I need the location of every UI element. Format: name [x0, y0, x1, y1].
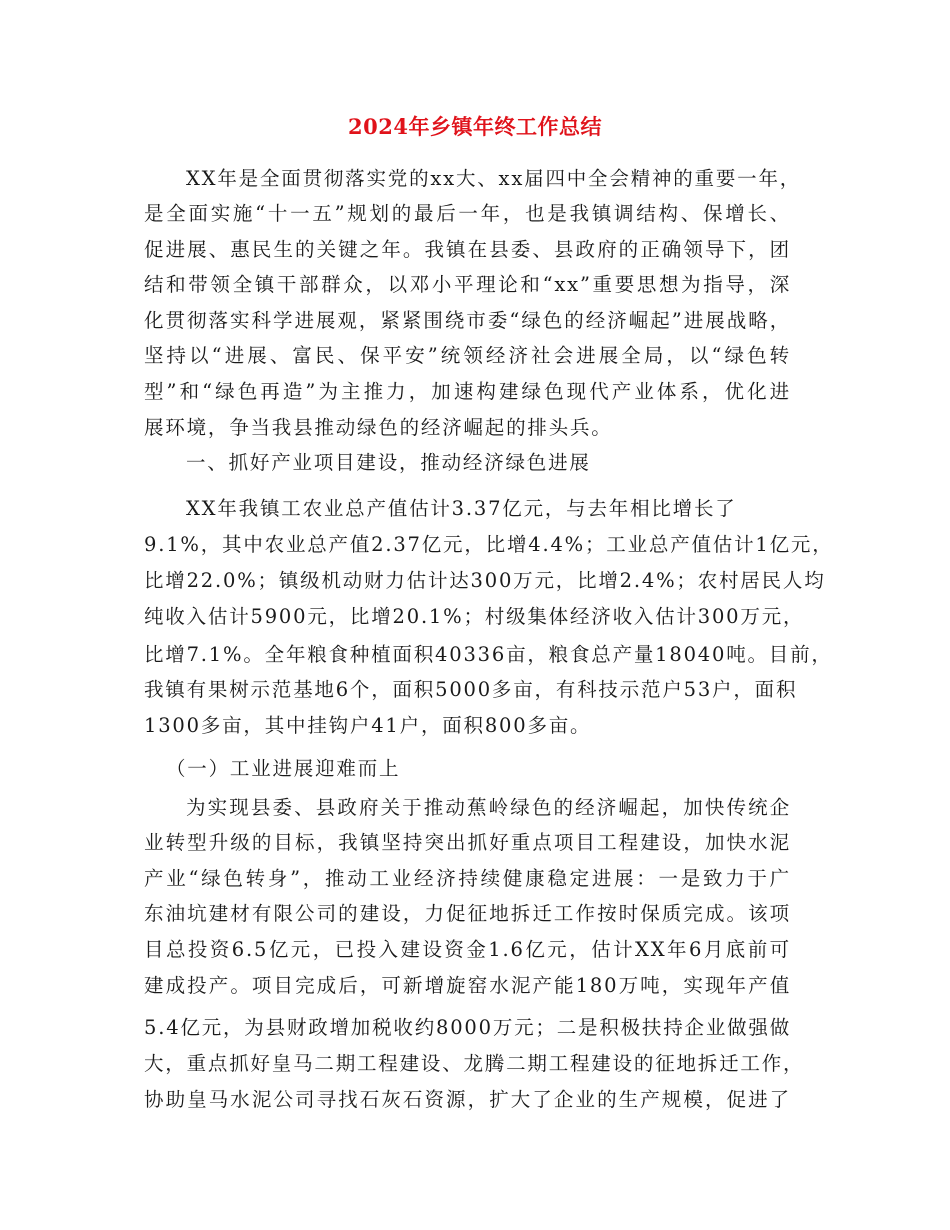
text-line: 产业“绿色转身”，推动工业经济持续健康稳定进展：一是致力于广: [144, 867, 791, 890]
text-line: 促进展、惠民生的关键之年。我镇在县委、县政府的正确领导下，团: [144, 238, 791, 261]
text-line: 展环境，争当我县推动绿色的经济崛起的排头兵。: [144, 416, 613, 439]
text-line: 为实现县委、县政府关于推动蕉岭绿色的经济崛起，加快传统企: [186, 796, 791, 819]
text-line: 大，重点抓好皇马二期工程建设、龙腾二期工程建设的征地拆迁工作，: [144, 1052, 805, 1075]
text-line: 9.1%，其中农业总产值2.37亿元，比增4.4%；工业总产值估计1亿元，: [144, 533, 834, 556]
text-line: 东油坑建材有限公司的建设，力促征地拆迁工作按时保质完成。该项: [144, 902, 791, 925]
text-line: 纯收入估计5900元，比增20.1%；村级集体经济收入估计300万元，: [144, 605, 805, 628]
text-line: 协助皇马水泥公司寻找石灰石资源，扩大了企业的生产规模，促进了: [144, 1088, 791, 1111]
text-line: 1300多亩，其中挂钩户41户，面积800多亩。: [144, 714, 592, 737]
text-line: 我镇有果树示范基地6个，面积5000多亩，有科技示范户53户，面积: [144, 678, 798, 701]
section-heading: 一、抓好产业项目建设，推动经济绿色进展: [186, 451, 591, 474]
text-line: 建成投产。项目完成后，可新增旋窑水泥产能180万吨，实现年产值: [144, 974, 791, 997]
subsection-heading: （一）工业进展迎难而上: [166, 757, 401, 780]
text-line: 业转型升级的目标，我镇坚持突出抓好重点项目工程建设，加快水泥: [144, 831, 791, 854]
text-line: 目总投资6.5亿元，已投入建设资金1.6亿元，估计XX年6月底前可: [144, 938, 791, 961]
text-line: 比增22.0%；镇级机动财力估计达300万元，比增2.4%；农村居民人均: [144, 569, 826, 592]
text-line: 是全面实施“十一五”规划的最后一年，也是我镇调结构、保增长、: [144, 202, 791, 225]
text-line: XX年是全面贯彻落实党的xx大、xx届四中全会精神的重要一年，: [186, 167, 802, 190]
text-line: 化贯彻落实科学进展观，紧紧围绕市委“绿色的经济崛起”进展战略，: [144, 309, 791, 332]
text-line: XX年我镇工农业总产值估计3.37亿元，与去年相比增长了: [186, 497, 737, 520]
text-line: 结和带领全镇干部群众，以邓小平理论和“xx”重要思想为指导，深: [144, 273, 791, 296]
text-line: 坚持以“进展、富民、保平安”统领经济社会进展全局，以“绿色转: [144, 344, 791, 367]
text-line: 型”和“绿色再造”为主推力，加速构建绿色现代产业体系，优化进: [144, 380, 791, 403]
text-line: 5.4亿元，为县财政增加税收约8000万元；二是积极扶持企业做强做: [144, 1016, 792, 1039]
document-title: 2024年乡镇年终工作总结: [348, 114, 602, 139]
text-line: 比增7.1%。全年粮食种植面积40336亩，粮食总产量18040吨。目前，: [144, 643, 833, 666]
